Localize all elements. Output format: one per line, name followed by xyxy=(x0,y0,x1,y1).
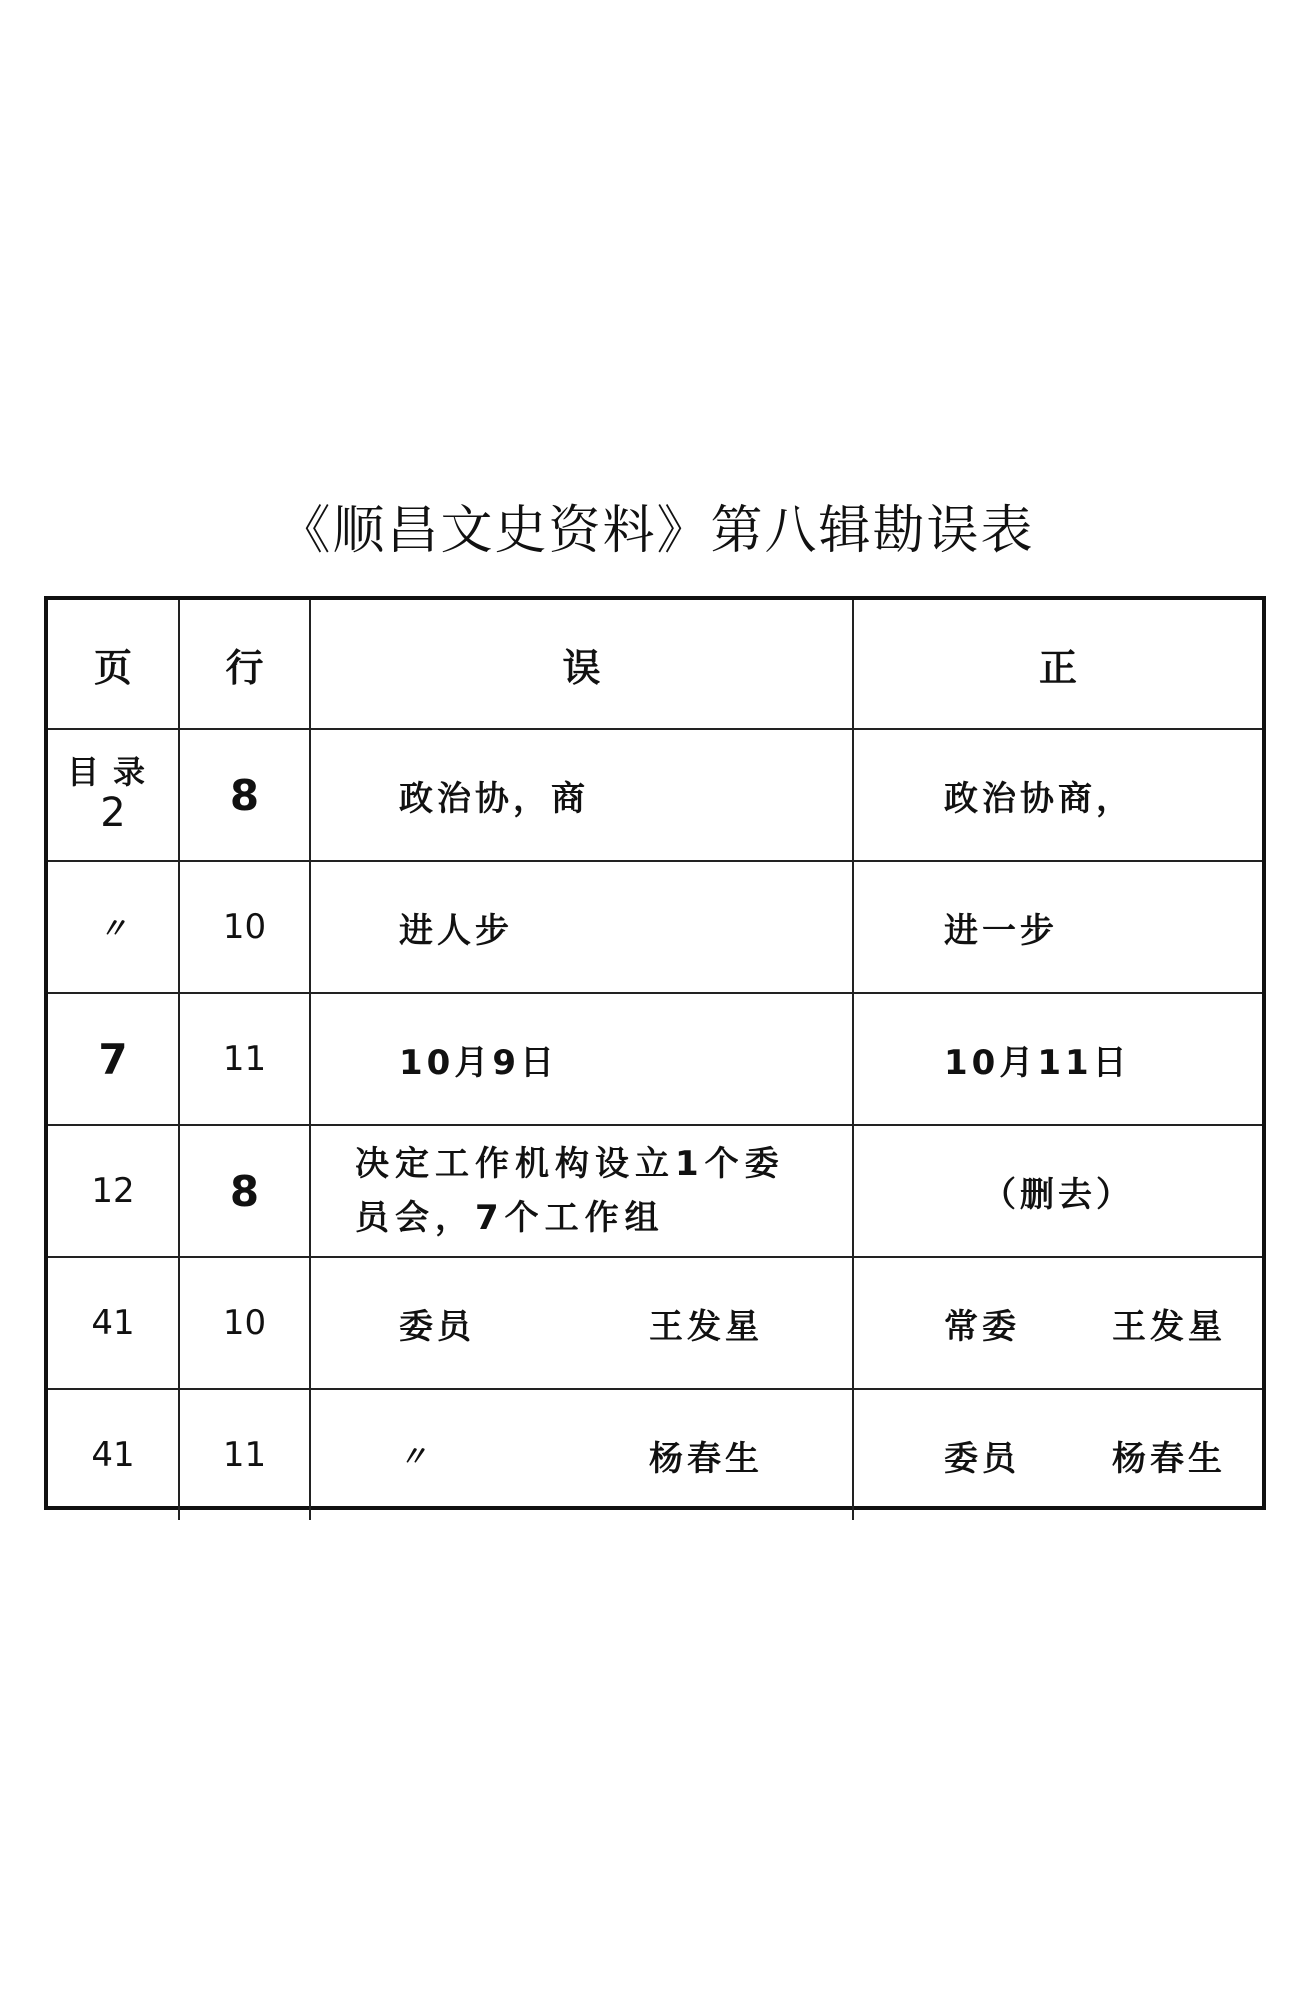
page-cell: 12 xyxy=(48,1125,179,1257)
wrong-text: 进人步 xyxy=(399,910,513,951)
wrong-cell xyxy=(310,729,853,861)
wrong-cell xyxy=(310,861,853,993)
line-cell: 8 xyxy=(179,729,310,861)
wrong-cell xyxy=(310,993,853,1125)
page-cell xyxy=(48,729,179,861)
correct-cell xyxy=(853,1257,1262,1389)
line-cell: 11 xyxy=(179,993,310,1125)
wrong-title: 委员 xyxy=(399,1306,475,1347)
wrong-cell xyxy=(310,1257,853,1389)
correct-name: 王发星 xyxy=(1112,1306,1226,1347)
correct-text: （删去） xyxy=(982,1174,1134,1215)
correct-cell xyxy=(853,1389,1262,1520)
table-row xyxy=(48,1257,1262,1389)
header-page: 页 xyxy=(48,600,179,729)
line-cell: 10 xyxy=(179,861,310,993)
wrong-cell xyxy=(310,1389,853,1520)
correct-text: 进一步 xyxy=(944,910,1058,951)
page-cell: 7 xyxy=(48,993,179,1125)
errata-table-grid xyxy=(48,600,1262,1520)
table-row xyxy=(48,861,1262,993)
correct-cell xyxy=(853,861,1262,993)
correct-text: 10月11日 xyxy=(944,1042,1131,1083)
wrong-text: 10月9日 xyxy=(399,1042,558,1083)
page-title: 《顺昌文史资料》第八辑勘误表 xyxy=(278,501,1035,561)
wrong-text: 政治协，商 xyxy=(399,778,589,819)
header-wrong: 误 xyxy=(310,600,853,729)
correct-cell xyxy=(853,993,1262,1125)
line-cell: 10 xyxy=(179,1257,310,1389)
table-row xyxy=(48,993,1262,1125)
correct-cell xyxy=(853,729,1262,861)
wrong-text: 决定工作机构设立1个委员会，7个工作组 xyxy=(355,1143,785,1238)
header-correct: 正 xyxy=(853,600,1262,729)
correct-name: 杨春生 xyxy=(1112,1438,1226,1479)
page-number: 2 xyxy=(100,790,126,837)
page-toc-label: 目录 xyxy=(66,752,159,791)
correct-title: 常委 xyxy=(944,1306,1020,1347)
wrong-cell xyxy=(310,1125,853,1257)
header-row xyxy=(48,600,1262,729)
page-cell: 41 xyxy=(48,1257,179,1389)
table-row xyxy=(48,729,1262,861)
line-cell: 8 xyxy=(179,1125,310,1257)
page-cell: 〃 xyxy=(48,861,179,993)
header-line: 行 xyxy=(179,600,310,729)
wrong-name: 杨春生 xyxy=(649,1438,763,1479)
correct-cell xyxy=(853,1125,1262,1257)
line-cell: 11 xyxy=(179,1389,310,1520)
page-cell: 41 xyxy=(48,1389,179,1520)
correct-text: 政治协商， xyxy=(944,778,1134,819)
errata-table xyxy=(44,596,1266,1510)
table-row xyxy=(48,1389,1262,1520)
table-row xyxy=(48,1125,1262,1257)
wrong-title: 〃 xyxy=(399,1440,432,1473)
correct-title: 委员 xyxy=(944,1438,1020,1479)
wrong-name: 王发星 xyxy=(649,1306,763,1347)
